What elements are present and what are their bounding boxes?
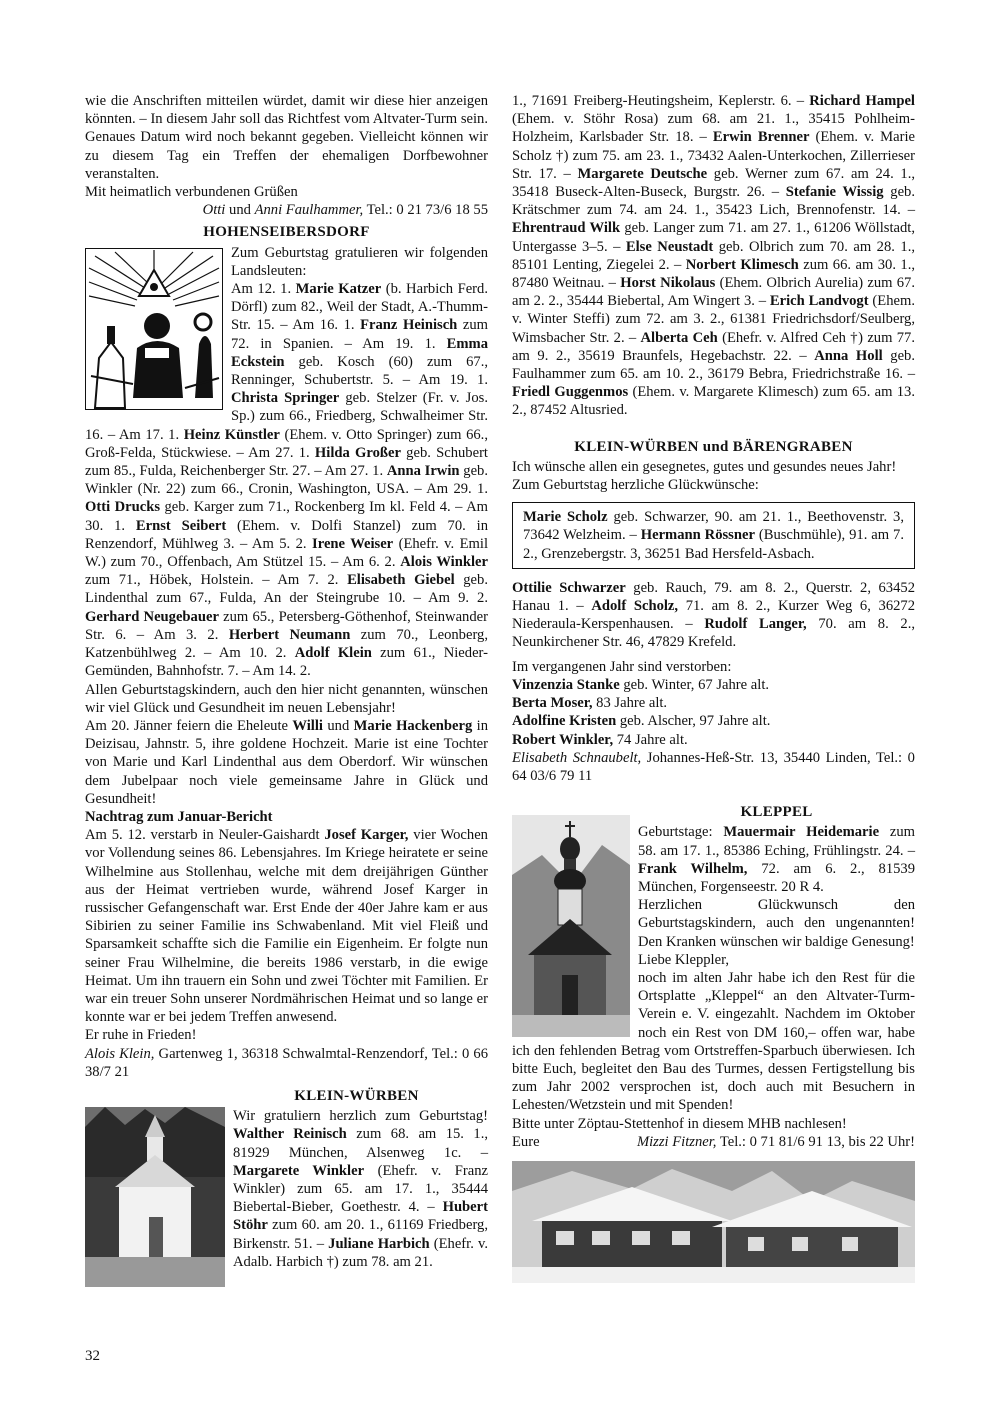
woodcut-image	[85, 248, 223, 410]
died-intro: Im vergangenen Jahr sind verstorben:	[512, 658, 732, 675]
boxed-birthdays	[512, 502, 915, 569]
nachtrag-text: Am 5. 12. verstarb in Neuler-Gaishardt Josef Karger, vier Wochen vor Vollendung seines 86. Lebensjahres. Im Kriege heiratete er seine Wilhelmine aus Stollenhau, welche mit dem dreijährigen Günther aus der Heimat vertrieben wurde, während Josef Karger in russischer Gefangenschaft war. Erst Ende der 40er Jahre kam er aus Sibirien zu seiner Familie ins Schwabenland. Mit viel Fleiß und Sparsamkeit schaffte sich die Familie ein Eigenheim. Er folgte nun seiner Frau Wilhelmine, die bereits 1986 verstarb, in die ewige Heimat. Um ihn trauern ein Sohn und zwei Töchter mit Familien. Er war ein treuer Sohn unserer Nordmährischen Heimat und so lange er konnte war er bei jedem Treffen anwesend.	[85, 827, 488, 1026]
golden-wedding: Am 20. Jänner feiern die Eheleute Willi und Marie Hackenberg in Deizisau, Jahnstr. 5, ihre goldene Hochzeit. Marie ist eine Tochter von Marie und Karl Lindenthal aus dem Oberdorf. Wir wünschen dem Jubelpaar noch viele gemeinsame Jahre in Glück und Gesundheit!	[85, 717, 489, 807]
signer-anni: Anni Faulhammer,	[254, 202, 364, 219]
kleppel-reference: Bitte unter Zöptau-Stettenhof in diesem MHB nachlesen!	[512, 1115, 847, 1132]
greeting: Mit heimatlich verbundenen Grüßen	[85, 184, 298, 201]
chapel-photo-illustration	[85, 1107, 225, 1287]
hohen-birthdays: Am 12. 1. Marie Katzer (b. Harbich Ferd. Dörfl) zum 82., Weil der Stadt, A.-Thumm-Str. 15. – Am 16. 1. Franz Heinisch zum 72. in Spanien. – Am 19. 1. Emma Eckstein geb. Kosch (60) zum 67., Renninger, Schubertstr. 5. – Am 19. 1. Christa Springer geb. Stelzer (Fr. v. Jos. Sp.) zum 66., Friedberg, Schwalheimer Str. 16. – Am 17. 1. Heinz Künstler (Ehem. v. Otto Springer) zum 66., Groß-Felda, Stückwiese. – Am 27. 1. Hilda Großer geb. Schubert zum 85., Fulda, Reichenberger Str. 27. – Am 27. 1. Anna Irwin geb. Winkler (Nr. 22) zum 66., Cronin, Washington, USA. – Am 29. 1. Otti Drucks geb. Karger zum 71., Rockenberg Im kl. Feld 4. – Am 30. 1. Ernst Seibert (Ehem. v. Dolfi Stanzel) zum 70. in Renzendorf, Mühlweg 3. – Am 5. 2. Irene Weiser (Ehefr. v. Emil W.) zum 70., Offenbach, Am Stützel 15. – Am 6. 2. Alois Winkler zum 71., Höbek, Holstein. – Am 7. 2. Elisabeth Giebel geb. Lindenthal zum 67., Fulda, An der Steingrube 10. – Am 9. 2. Gerhard Neugebauer zum 65., Petersberg-Göthenhof, Steinwander Str. 6. – Am 3. 2. Herbert Neumann zum 70., Leonberg, Katzenbühlweg 2. – Am 10. 2. Adolf Klein zum 61., Nieder-Gemünden, Bahnhofstr. 7. – Am 14. 2.	[85, 281, 489, 680]
died-item: Robert Winkler, 74 Jahre alt.	[512, 731, 688, 748]
kleppel-photo-illustration	[512, 815, 630, 1037]
left-column	[85, 92, 488, 1291]
signature-fitzner: Eure Mizzi Fitzner, Tel.: 0 71 81/6 91 13, bis 22 Uhr!	[512, 1133, 915, 1150]
hohen-all-wishes: Allen Geburtstagskindern, auch den hier nicht genannten, wünschen wir viel Glück und Gesundheit im neuen Lebensjahr!	[85, 681, 488, 716]
continued-birthdays: 1., 71691 Freiberg-Heutingsheim, Keplerstr. 6. – Richard Hampel (Ehem. v. Stöhr Rosa) zum 68. am 21. 1., 35415 Pohlheim-Holzheim, Karlsbader Str. 18. – Erwin Brenner (Ehem. v. Marie Scholz †) zum 75. am 23. 1., 73432 Aalen-Unterkochen, Zillerrieser Str. 17. – Margarete Deutsche geb. Werner zum 67. am 24. 1., 35418 Buseck-Alten-Buseck, Burgstr. 26. – Stefanie Wissig geb. Krätschmer zum 74. am 24. 1., 35423 Lich, Brennofenstr. 14. – Ehrentraud Wilk geb. Langer zum 71. am 27. 1., 61206 Wöllstadt, Untergasse 3–5. – Else Neustadt geb. Olbrich zum 70. am 28. 1., 85101 Lenting, Ziegelei 2. – Norbert Klimesch zum 66. am 30. 1., 87480 Weitnau. – Horst Nikolaus (Ehem. Olbrich Aurelia) zum 67. am 2. 2., 35444 Biebertal, Am Wingert 3. – Erich Landvogt (Ehem. v. Winter Steffi) zum 72. am 3. 2., 61381 Friedrichsdorf/Seulberg, Wimsbacher Str. 2. – Alberta Ceh (Ehefr. v. Alfred Ceh †) zum 77. am 9. 2., 35619 Braunfels, Hegebachstr. 22. – Anna Holl geb. Faulhammer zum 65. am 10. 2., 36179 Bebra, Friedrichstraße 16. – Friedl Guggenmos (Ehem. v. Margarete Klimesch) zum 65. am 13. 2., 87452 Altusried.	[512, 93, 916, 419]
rest-in-peace: Er ruhe in Frieden!	[85, 1027, 197, 1044]
signature-schnaubelt: Elisabeth Schnaubelt, Johannes-Heß-Str. 13, 35440 Linden, Tel.: 0 64 03/6 79 11	[512, 749, 915, 784]
box-text: Marie Scholz geb. Schwarzer, 90. am 21. 1., Beethovenstr. 3, 73642 Welzheim. – Hermann Rössner (Buschmühle), 91. am 7. 2., Grenzebergstr. 3, 36251 Bad Hersfeld-Asbach.	[523, 509, 904, 562]
kleppel-birthdays: Geburtstage: Mauermair Heidemarie zum 58. am 17. 1., 85386 Eching, Frühlingstr. 24. – Frank Wilhelm, 72. am 6. 2., 81539 München, Forgenseestr. 20 R 4.	[638, 824, 916, 895]
died-item: Adolfine Kristen geb. Alscher, 97 Jahre alt.	[512, 713, 771, 730]
chapel-photo	[85, 1107, 225, 1287]
heading-hohenseibersdorf: HOHENSEIBERSDORF	[203, 224, 370, 241]
heading-kleppel: KLEPPEL	[740, 804, 813, 821]
signature-faulhammer	[85, 201, 488, 219]
kleppel-letter: noch im alten Jahr habe ich den Rest für die Ortsplatte „Kleppel“ an den Altvater-Turm-Verein e. V. eingezahlt. Nachdem im Oktober noch ein Rest von DM 160,– offen war, habe ich den fehlenden Betrag vom Ortstreffen-Sparbuch überwiesen. Ich bitte Euch, begleitet den Bau des Turmes, dessen Fertigstellung bis zum Jahr 2002 versprochen ist, doch auch mit Besuchern in Lehesten/Wetzstein und mit Spenden!	[512, 969, 915, 1114]
after-box-birthdays: Ottilie Schwarzer geb. Rauch, 79. am 8. 2., Querstr. 2, 63452 Hanau 1. – Adolf Scholz, 71. am 8. 2., Kurzer Weg 6, 36272 Niederaula-Kerspenhausen. – Rudolf Langer, 70. am 8. 2., Neunkirchener Str. 46, 47829 Krefeld.	[512, 579, 916, 651]
hohen-intro: Zum Geburtstag gratulieren wir folgenden Landsleuten:	[231, 244, 488, 279]
heading-klein-wuerben-baerengraben: KLEIN-WÜRBEN und BÄRENGRABEN	[574, 438, 853, 455]
signer-tel: Tel.: 0 21 73/6 18 55	[366, 202, 488, 219]
intro-paragraph: wie die Anschriften mitteilen würdet, damit wir diese hier anzeigen könnten. – In diesem Jahr soll das Richtfest vom Altvater-Turm sein. Genaues Datum wird noch bekannt gegeben. Vielleicht können wir zu diesem Tag ein Treffen der ehemaligen Dorfbewohner veranstalten.	[85, 93, 488, 182]
kw-birthdays: Wir gratuliern herzlich zum Geburtstag! Walther Reinisch zum 68. am 15. 1., 81929 München, Alsenweg 1c. – Margarete Winkler (Ehefr. v. Franz Winkler) zum 65. am 17. 1., 35444 Biebertal-Bieber, Goethestr. 4. – Hubert Stöhr zum 60. am 20. 1., 61169 Friedberg, Birkenstr. 51. – Juliane Harbich (Ehefr. v. Adalb. Harbich †) zum 78. am 21.	[233, 1108, 488, 1270]
signer-und: und	[229, 202, 251, 219]
winter-house-photo	[512, 1161, 915, 1283]
page-number: 32	[85, 1348, 100, 1364]
nachtrag-heading: Nachtrag zum Januar-Bericht	[85, 808, 273, 825]
died-item: Vinzenzia Stanke geb. Winter, 67 Jahre alt.	[512, 676, 770, 693]
right-column	[512, 92, 915, 1283]
kwb-intro-2: Zum Geburtstag herzliche Glückwünsche:	[512, 477, 759, 494]
kwb-intro: Ich wünsche allen ein gesegnetes, gutes und gesundes neues Jahr!	[512, 458, 897, 475]
signer-otti: Otti	[202, 202, 226, 219]
woodcut-illustration	[85, 248, 223, 410]
signature-klein: Alois Klein, Gartenweg 1, 36318 Schwalmtal-Renzendorf, Tel.: 0 66 38/7 21	[85, 1045, 488, 1080]
kleppel-wish: Herzlichen Glückwunsch den Geburtstagskindern, auch den ungenannten! Den Kranken wünschen wir baldige Genesung!	[638, 897, 915, 950]
kleppel-chapel-photo	[512, 815, 630, 1037]
died-item: Berta Moser, 83 Jahre alt.	[512, 695, 668, 712]
heading-klein-wuerben: KLEIN-WÜRBEN	[294, 1087, 419, 1104]
winter-house-illustration	[512, 1161, 915, 1283]
kleppel-dear: Liebe Kleppler,	[638, 951, 729, 968]
